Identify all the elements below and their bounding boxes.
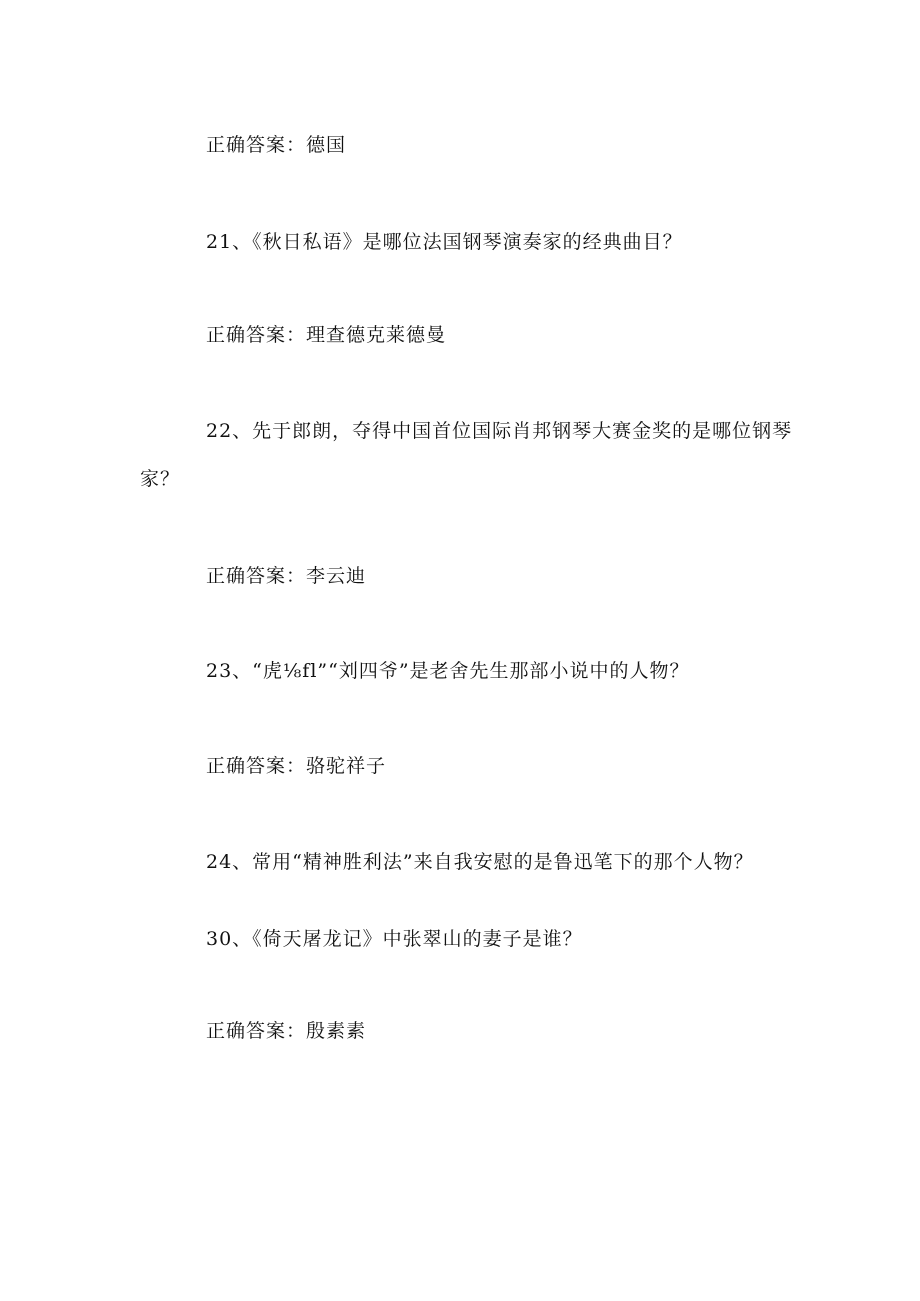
question-23: 23、“虎⅛fl”“刘四爷”是老舍先生那部小说中的人物？ [206,660,690,682]
answer-text: 李云迪 [306,565,367,587]
answer-text: 骆驼祥子 [306,755,387,777]
question-21: 21、《秋日私语》是哪位法国钢琴演奏家的经典曲目？ [206,231,683,253]
answer-label: 正确答案： [206,755,307,777]
answer-label: 正确答案： [206,324,307,346]
answer-text: 理查德克莱德曼 [306,324,447,346]
question-22: 22、先于郎朗，夺得中国首位国际肖邦钢琴大赛金奖的是哪位钢琴 [206,420,793,442]
answer-label: 正确答案： [206,1020,307,1042]
answer-text: 殷素素 [306,1020,367,1042]
question-24: 24、常用“精神胜利法”来自我安慰的是鲁迅笔下的那个人物？ [206,851,754,873]
question-22-continuation: 家？ [140,468,181,490]
answer-label: 正确答案： [206,565,307,587]
answer-line [206,132,346,158]
answer-label: 正确答案： [206,134,307,156]
answer-line [206,1018,366,1044]
answer-line [206,322,446,348]
question-30: 30、《倚天屠龙记》中张翠山的妻子是谁？ [206,928,583,950]
answer-line [206,753,386,779]
answer-text: 德国 [306,134,347,156]
answer-line [206,563,366,589]
